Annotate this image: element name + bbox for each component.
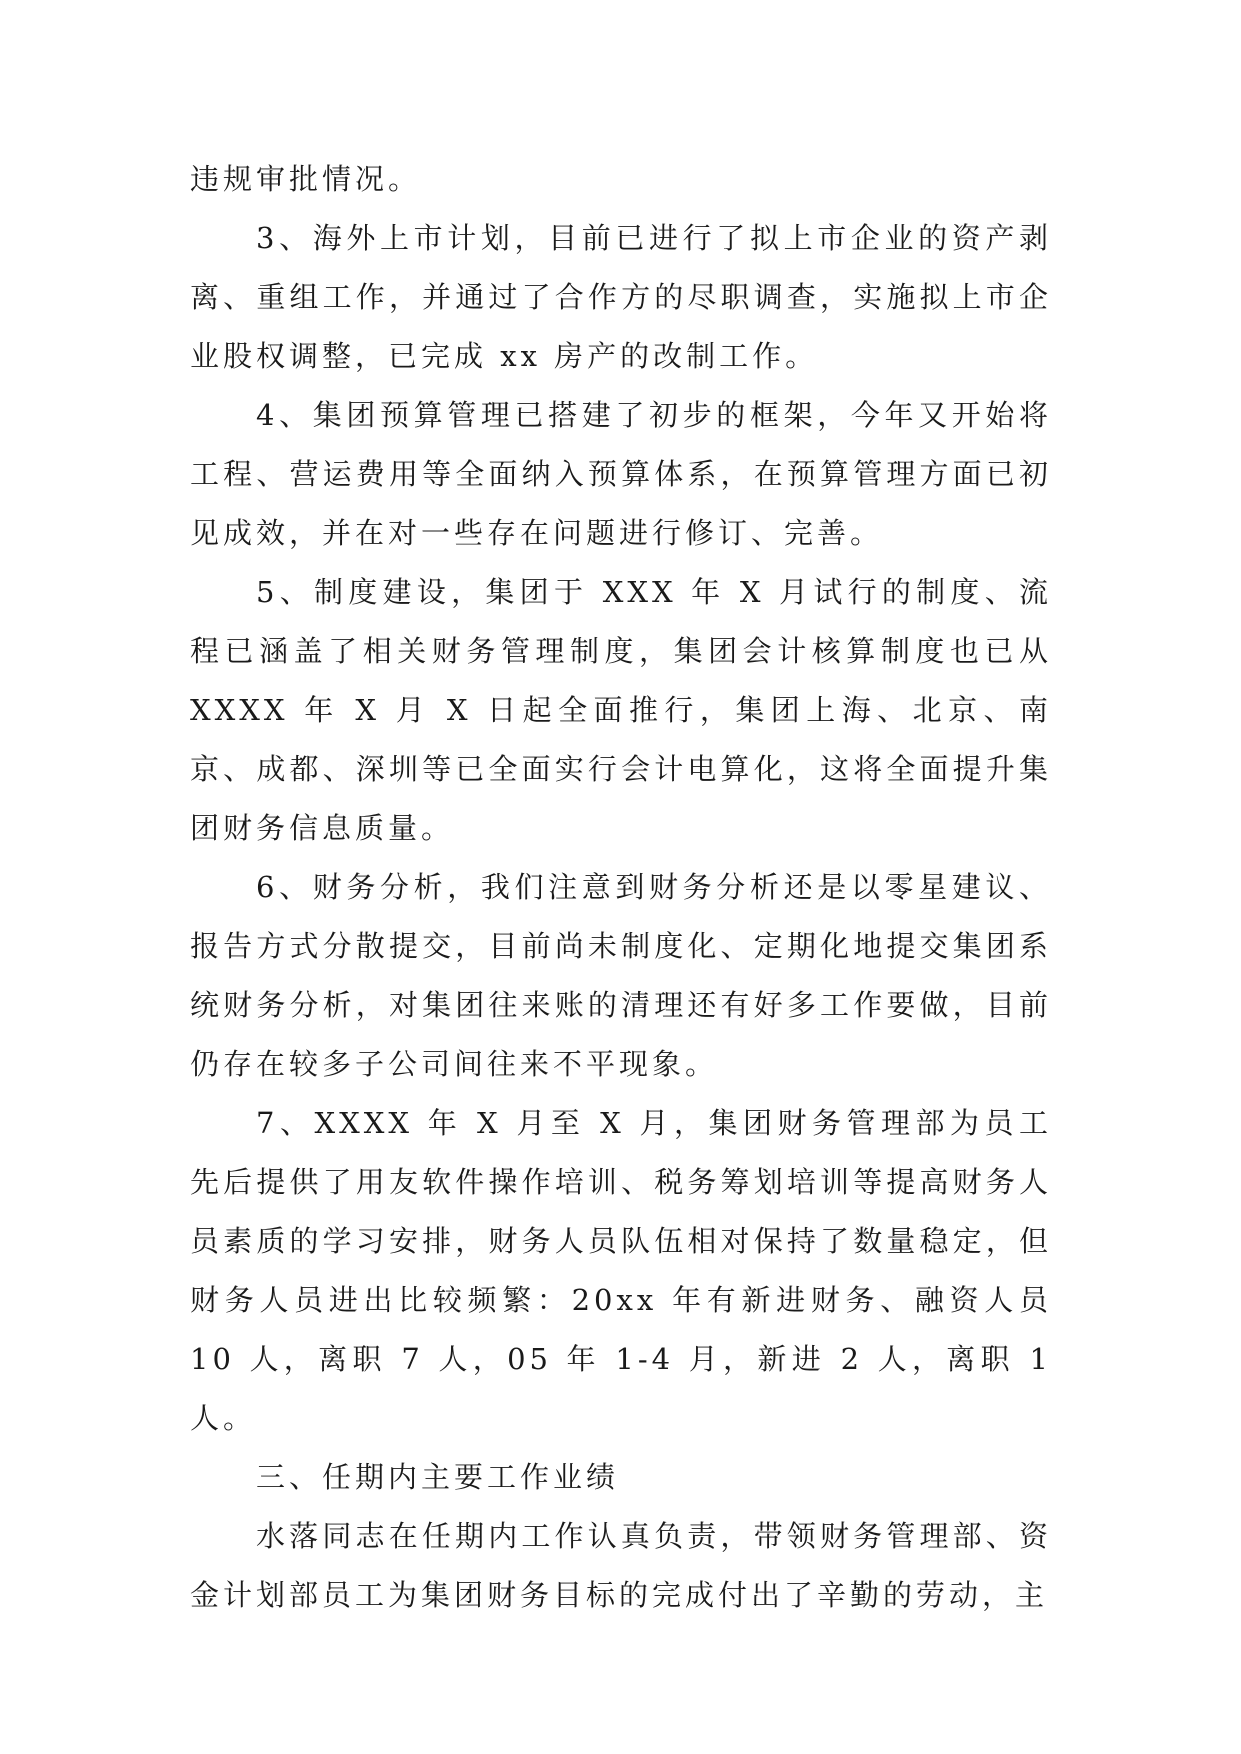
document-body — [190, 150, 1052, 1625]
paragraph-section-body: 水落同志在任期内工作认真负责，带领财务管理部、资金计划部员工为集团财务目标的完成付出了辛勤的劳动，主 — [190, 1519, 1052, 1612]
paragraph-continuation: 违规审批情况。 — [190, 162, 422, 196]
paragraph-item-6: 6、财务分析，我们注意到财务分析还是以零星建议、报告方式分散提交，目前尚未制度化、定期化地提交集团系统财务分析，对集团往来账的清理还有好多工作要做，目前仍存在较多子公司间往来不平现象。 — [190, 870, 1052, 1081]
paragraph-item-7: 7、XXXX 年 X 月至 X 月，集团财务管理部为员工先后提供了用友软件操作培训、税务筹划培训等提高财务人员素质的学习安排，财务人员队伍相对保持了数量稳定，但财务人员进出比较频繁：20xx 年有新进财务、融资人员 10 人，离职 7 人，05 年 1-4 月，新进 2 人，离职 1 人。 — [190, 1106, 1052, 1435]
paragraph-item-4: 4、集团预算管理已搭建了初步的框架，今年又开始将工程、营运费用等全面纳入预算体系，在预算管理方面已初见成效，并在对一些存在问题进行修订、完善。 — [190, 398, 1052, 550]
paragraph-item-5: 5、制度建设，集团于 XXX 年 X 月试行的制度、流程已涵盖了相关财务管理制度，集团会计核算制度也已从 XXXX 年 X 月 X 日起全面推行，集团上海、北京、南京、成都、深圳等已全面实行会计电算化，这将全面提升集团财务信息质量。 — [190, 575, 1052, 845]
section-heading: 三、任期内主要工作业绩 — [256, 1460, 620, 1494]
paragraph-item-3: 3、海外上市计划，目前已进行了拟上市企业的资产剥离、重组工作，并通过了合作方的尽职调查，实施拟上市企业股权调整，已完成 xx 房产的改制工作。 — [190, 221, 1052, 373]
